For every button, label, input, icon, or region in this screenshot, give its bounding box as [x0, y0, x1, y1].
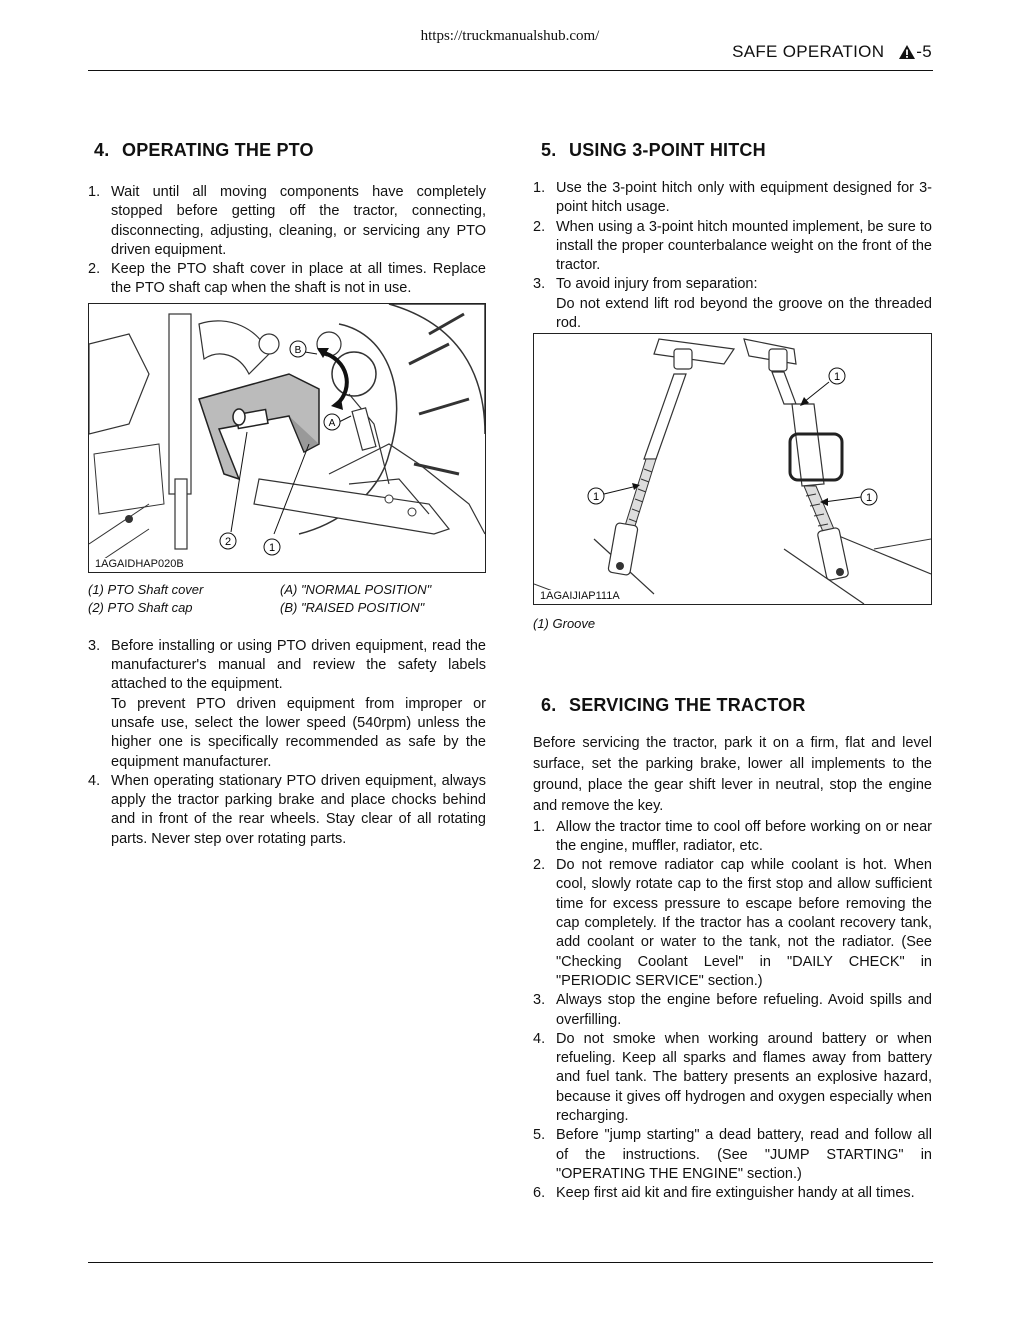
callout-1	[264, 539, 280, 555]
list-item: 3. Always stop the engine before refueling. Avoid spills and overfilling.	[533, 992, 932, 1028]
header-rule	[88, 70, 933, 71]
figure-code: 1AGAIDHAP020B	[95, 557, 184, 570]
hitch-illustration	[534, 334, 931, 604]
servicing-intro: Before servicing the tractor, park it on a firm, flat and level surface, set the parking brake, lower all implements to the ground, place the gear shift lever in neutral, stop the engine and remove the key.	[533, 735, 932, 814]
list-item: 1. Allow the tractor time to cool off before working on or near the engine, muffler, radiator, etc.	[533, 818, 932, 854]
callout-2	[220, 533, 236, 549]
pto-list-continued	[88, 637, 486, 849]
list-item: 3. Before installing or using PTO driven equipment, read the manufacturer's manual and review the safety labels attached to the equipment. To prevent PTO driven equipment from improper or unsafe use, select the lower speed (540rpm) unless the higher one is specifically recommended as safe by the equipment manufacturer.	[88, 637, 486, 770]
section-heading-servicing: 6. SERVICING THE TRACTOR	[541, 695, 806, 716]
section-heading-pto: 4. OPERATING THE PTO	[94, 140, 314, 160]
hitch-figure	[533, 333, 932, 605]
svg-text:1: 1	[833, 371, 841, 384]
figure-code: 1AGAIJIAP111A	[540, 590, 620, 603]
page-number: -5	[916, 42, 932, 61]
warning-triangle-icon	[898, 44, 916, 60]
list-item: 6. Keep first aid kit and fire extinguisher handy at all times.	[533, 1185, 915, 1202]
svg-text:1: 1	[268, 541, 276, 554]
callout-a	[324, 414, 340, 430]
left-column	[88, 140, 486, 849]
list-item: 4. When operating stationary PTO driven equipment, always apply the tractor parking brake and place chocks behind and in front of the rear wheels. Stay clear of all rotating parts. Never step over rotating parts.	[88, 772, 486, 847]
callout-1-top	[829, 368, 845, 384]
svg-text:1: 1	[865, 492, 873, 505]
pto-illustration	[89, 304, 485, 572]
pto-list	[88, 183, 486, 299]
page-header	[732, 42, 932, 62]
list-item: 3. To avoid injury from separation: Do not extend lift rod beyond the groove on the threaded rod.	[533, 276, 932, 332]
svg-text:B: B	[294, 344, 302, 356]
svg-text:A: A	[328, 417, 336, 429]
hitch-list	[533, 179, 932, 333]
list-item: 1. Use the 3-point hitch only with equipment designed for 3-point hitch usage.	[533, 180, 932, 216]
callout-1-right	[861, 489, 877, 505]
caption-row: (2) PTO Shaft cap (B) "RAISED POSITION"	[88, 599, 425, 615]
callout-b	[290, 341, 306, 357]
list-item: 1. Wait until all moving components have completely stopped before getting off the tractor, connecting, disconnecting, adjusting, cleaning, or servicing any PTO driven equipment.	[88, 184, 486, 258]
list-item: 4. Do not smoke when working around battery or when refueling. Keep all sparks and flames away from battery and fuel tank. The battery presents an explosive hazard, because it gives off hydrogen and oxygen especially when recharging.	[533, 1030, 932, 1125]
pto-figure	[88, 303, 486, 573]
section-heading-hitch: 5. USING 3-POINT HITCH	[541, 140, 766, 160]
list-item: 2. Do not remove radiator cap while coolant is hot. When cool, slowly rotate cap to the first stop and allow sufficient time for excess pressure to escape before removing the cap completely. If the tractor has a coolant recovery tank, add coolant or water to the tank, not the radiator. (See "Checking Coolant Level" in "DAILY CHECK" in "PERIODIC SERVICE" section.)	[533, 857, 932, 989]
right-column	[533, 140, 932, 1204]
svg-text:1: 1	[592, 491, 600, 504]
list-item: 2. Keep the PTO shaft cover in place at all times. Replace the PTO shaft cap when the shaft is not in use.	[88, 261, 486, 297]
svg-text:2: 2	[224, 535, 232, 548]
caption-row: (1) PTO Shaft cover (A) "NORMAL POSITION"	[88, 581, 432, 597]
footer-rule	[88, 1262, 933, 1263]
section-title: SAFE OPERATION	[732, 42, 885, 61]
pto-figure-captions	[88, 581, 486, 617]
servicing-list	[533, 818, 932, 1204]
hitch-figure-caption: (1) Groove	[533, 616, 596, 632]
list-item: 5. Before "jump starting" a dead battery, read and follow all of the instructions. (See "JUMP STARTING" in "OPERATING THE ENGINE" section.)	[533, 1127, 932, 1182]
callout-1-left	[588, 488, 604, 504]
source-url[interactable]: https://truckmanualshub.com/	[420, 28, 600, 44]
list-item: 2. When using a 3-point hitch mounted implement, be sure to install the proper counterbalance weight on the front of the tractor.	[533, 218, 932, 274]
